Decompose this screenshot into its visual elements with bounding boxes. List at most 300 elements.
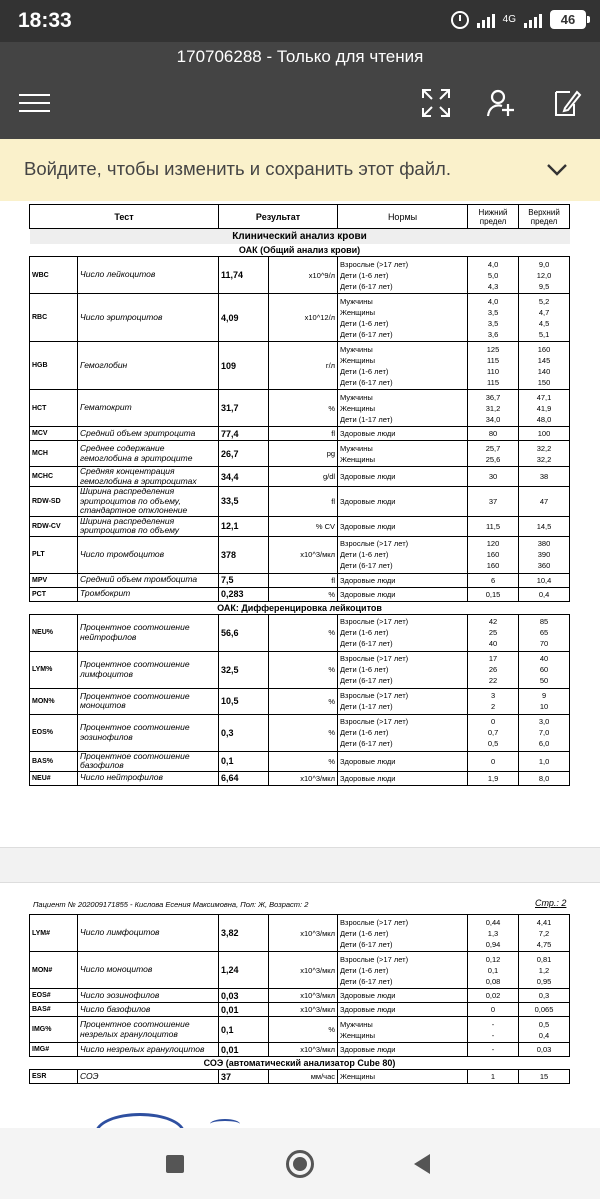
test-code: HGB	[30, 342, 78, 390]
lower-limit: 37	[488, 496, 498, 506]
norm-group: Дети (6-17 лет)	[340, 561, 393, 570]
norm-group: Дети (1-6 лет)	[340, 550, 389, 559]
upper-limit: 32,2	[536, 454, 552, 464]
upper-limit-cell	[519, 915, 570, 952]
test-code: IMG%	[30, 1017, 78, 1043]
table-row	[30, 952, 570, 989]
test-name: Гемоглобин	[78, 342, 219, 390]
lower-limit: 0,08	[485, 976, 501, 986]
test-name: Число эритроцитов	[78, 294, 219, 342]
test-name: Среднее содержание гемоглобина в эритроците	[78, 441, 219, 467]
norm-cell	[338, 536, 468, 573]
table-row	[30, 1003, 570, 1017]
upper-limit-cell	[519, 989, 570, 1003]
norm-cell	[338, 467, 468, 487]
upper-limit: 0,065	[534, 1005, 554, 1014]
table-row	[30, 688, 570, 714]
table-row	[30, 1017, 570, 1043]
test-code: NEU#	[30, 771, 78, 785]
upper-limit: 10,4	[536, 575, 552, 585]
norm-group: Дети (1-17 лет)	[340, 702, 393, 711]
table-row	[30, 516, 570, 536]
table-row	[30, 714, 570, 751]
norm-cell	[338, 1070, 468, 1084]
lower-limit: 22	[488, 676, 498, 685]
result-value: 12,1	[219, 516, 269, 536]
result-value: 77,4	[219, 427, 269, 441]
norm-cell	[338, 294, 468, 342]
upper-limit-cell	[519, 536, 570, 573]
test-name: СОЭ	[78, 1070, 219, 1084]
lower-limit: 1,9	[487, 773, 499, 783]
header-result: Результат	[219, 205, 338, 229]
test-name: Процентное соотношение лимфоцитов	[78, 651, 219, 688]
signal-icon	[477, 12, 495, 28]
app-bar	[0, 42, 600, 139]
upper-limit: 140	[537, 366, 551, 376]
norm-cell	[338, 952, 468, 989]
lower-limit: 25,7	[485, 443, 501, 453]
test-name: Процентное соотношение эозинофилов	[78, 714, 219, 751]
result-unit: %	[269, 587, 338, 601]
upper-limit: 6,0	[538, 739, 550, 748]
test-code: PCT	[30, 587, 78, 601]
table-row	[30, 771, 570, 785]
test-name: Гематокрит	[78, 390, 219, 427]
test-code: BAS%	[30, 751, 78, 771]
norm-group: Дети (6-17 лет)	[340, 281, 393, 291]
result-unit: fl	[269, 427, 338, 441]
upper-limit: 50	[539, 676, 549, 685]
diff-title: ОАК: Дифференцировка лейкоцитов	[217, 602, 382, 613]
table-row	[30, 427, 570, 441]
norm-group: Дети (6-17 лет)	[340, 939, 393, 949]
section-title: Клинический анализ крови	[30, 229, 570, 244]
result-unit: x10^3/мкл	[269, 771, 338, 785]
table-row	[30, 536, 570, 573]
result-unit: x10^9/л	[269, 257, 338, 294]
upper-limit: 0,81	[536, 954, 552, 964]
test-name: Процентное соотношение незрелых гранулоцитов	[78, 1017, 219, 1043]
test-code: LYM%	[30, 651, 78, 688]
norm-group: Дети (1-6 лет)	[340, 270, 389, 280]
upper-limit-cell	[519, 771, 570, 785]
table-row	[30, 441, 570, 467]
lower-limit-cell	[468, 614, 519, 651]
test-name: Число нейтрофилов	[78, 771, 219, 785]
lower-limit: 26	[488, 665, 498, 674]
upper-limit: 8,0	[538, 773, 550, 783]
lower-limit: 25	[488, 628, 498, 637]
test-name: Число незрелых гранулоцитов	[78, 1043, 219, 1057]
lower-limit: 1	[490, 1072, 496, 1081]
lower-limit: 115	[487, 355, 500, 365]
table-row	[30, 342, 570, 390]
test-name: Процентное соотношение моноцитов	[78, 688, 219, 714]
upper-limit-cell	[519, 1043, 570, 1057]
upper-limit-cell	[519, 342, 570, 390]
result-unit: %	[269, 688, 338, 714]
lower-limit: 0,5	[487, 739, 499, 748]
upper-limit: 100	[537, 429, 551, 438]
document-title: 170706288 - Только для чтения	[176, 47, 424, 66]
norm-group: Дети (1-6 лет)	[340, 928, 389, 938]
norm-group: Здоровые люди	[340, 589, 396, 599]
banner-message: Войдите, чтобы изменить и сохранить этот файл.	[24, 158, 451, 179]
table-row	[30, 1043, 570, 1057]
norm-group: Дети (1-6 лет)	[340, 366, 389, 376]
upper-limit-cell	[519, 390, 570, 427]
norm-group: Взрослые (>17 лет)	[340, 917, 409, 927]
upper-limit-cell	[519, 516, 570, 536]
upper-limit-cell	[519, 294, 570, 342]
result-value: 0,3	[219, 714, 269, 751]
lower-limit: 80	[488, 429, 498, 438]
result-unit: pg	[269, 441, 338, 467]
result-value: 1,24	[219, 952, 269, 989]
test-name: Ширина распределения эритроцитов по объему, стандартное отклонение	[78, 487, 219, 517]
lower-limit: 17	[488, 654, 498, 663]
norm-group: Дети (6-17 лет)	[340, 739, 393, 748]
lower-limit: 6	[490, 575, 496, 585]
upper-limit: 70	[539, 639, 549, 648]
result-value: 33,5	[219, 487, 269, 517]
upper-limit: 85	[539, 617, 549, 626]
lower-limit: 0	[490, 717, 496, 726]
norm-group: Здоровые люди	[340, 991, 396, 1000]
norm-group: Взрослые (>17 лет)	[340, 259, 409, 269]
upper-limit-cell	[519, 573, 570, 587]
upper-limit-cell	[519, 427, 570, 441]
expand-icon[interactable]	[421, 88, 451, 118]
lower-limit: 0,15	[485, 589, 501, 599]
test-name: Число тромбоцитов	[78, 536, 219, 573]
norm-group: Женщины	[340, 1072, 376, 1081]
signature-mark	[210, 1119, 240, 1128]
norm-group: Взрослые (>17 лет)	[340, 691, 409, 700]
add-person-icon[interactable]	[486, 88, 516, 118]
result-value: 6,64	[219, 771, 269, 785]
home-icon[interactable]	[286, 1150, 314, 1178]
lower-limit: 3,6	[487, 329, 499, 339]
lower-limit-cell	[468, 989, 519, 1003]
stamp-image	[95, 1113, 185, 1128]
lower-limit: 0,44	[485, 917, 501, 927]
result-unit: g/dl	[269, 467, 338, 487]
upper-limit: 4,75	[536, 939, 552, 949]
norm-group: Женщины	[340, 307, 376, 317]
result-unit: x10^3/мкл	[269, 989, 338, 1003]
table-row	[30, 751, 570, 771]
upper-limit: 1,2	[538, 965, 550, 975]
edit-icon[interactable]	[552, 88, 582, 118]
signal-icon-2	[524, 12, 542, 28]
header-norms: Нормы	[338, 205, 468, 229]
norm-group: Дети (1-6 лет)	[340, 728, 389, 737]
lower-limit-cell	[468, 1017, 519, 1043]
network-type: 4G	[502, 13, 516, 25]
norm-cell	[338, 390, 468, 427]
header-test: Тест	[30, 205, 219, 229]
lower-limit-cell	[468, 441, 519, 467]
norm-cell	[338, 573, 468, 587]
test-code: PLT	[30, 536, 78, 573]
norm-group: Здоровые люди	[340, 1045, 396, 1054]
result-unit: %	[269, 390, 338, 427]
lower-limit: 11,5	[486, 521, 501, 531]
test-code: WBC	[30, 257, 78, 294]
norm-group: Дети (1-6 лет)	[340, 318, 389, 328]
result-unit: x10^3/мкл	[269, 915, 338, 952]
lower-limit: 40	[488, 639, 498, 648]
norm-group: Взрослые (>17 лет)	[340, 954, 409, 964]
lower-limit: 36,7	[485, 392, 501, 402]
norm-group: Здоровые люди	[340, 756, 396, 766]
norm-group: Дети (1-6 лет)	[340, 628, 389, 637]
lower-limit: 1,3	[487, 928, 499, 938]
upper-limit: 0,4	[538, 589, 550, 599]
norm-group: Дети (6-17 лет)	[340, 976, 393, 986]
lower-limit: 4,3	[487, 281, 499, 291]
page-separator	[0, 847, 600, 883]
result-value: 4,09	[219, 294, 269, 342]
norm-group: Дети (6-17 лет)	[340, 639, 393, 648]
upper-limit: 12,0	[536, 270, 552, 280]
lower-limit-cell	[468, 467, 519, 487]
test-code: RDW-CV	[30, 516, 78, 536]
lower-limit: 4,0	[487, 259, 499, 269]
upper-limit: 47,1	[536, 392, 552, 402]
navigation-bar	[0, 1128, 600, 1199]
result-value: 10,5	[219, 688, 269, 714]
upper-limit-cell	[519, 952, 570, 989]
test-name: Число эозинофилов	[78, 989, 219, 1003]
lower-limit-cell	[468, 771, 519, 785]
norm-group: Здоровые люди	[340, 429, 396, 438]
test-code: MCV	[30, 427, 78, 441]
norm-group: Дети (1-6 лет)	[340, 965, 389, 975]
result-value: 34,4	[219, 467, 269, 487]
lower-limit: 0,02	[485, 991, 501, 1000]
test-code: MON#	[30, 952, 78, 989]
lower-limit-cell	[468, 587, 519, 601]
result-value: 11,74	[219, 257, 269, 294]
upper-limit: 0,3	[538, 991, 550, 1000]
lower-limit: 34,0	[485, 414, 501, 424]
upper-limit: 0,03	[536, 1045, 552, 1054]
table-row	[30, 614, 570, 651]
lower-limit: 4,0	[487, 296, 499, 306]
back-icon[interactable]	[414, 1154, 430, 1174]
lower-limit: 0,94	[485, 939, 501, 949]
lower-limit-cell	[468, 714, 519, 751]
norm-cell	[338, 257, 468, 294]
lower-limit: 0,7	[487, 728, 499, 737]
test-code: MON%	[30, 688, 78, 714]
norm-group: Женщины	[340, 355, 376, 365]
norm-group: Здоровые люди	[340, 575, 396, 585]
test-code: MCH	[30, 441, 78, 467]
lower-limit: 42	[488, 617, 498, 626]
upper-limit-cell	[519, 257, 570, 294]
result-value: 0,03	[219, 989, 269, 1003]
result-value: 0,283	[219, 587, 269, 601]
lower-limit-cell	[468, 688, 519, 714]
result-unit: %	[269, 1017, 338, 1043]
upper-limit: 360	[537, 561, 551, 570]
lower-limit: 125	[486, 344, 500, 354]
lower-limit-cell	[468, 294, 519, 342]
upper-limit: 60	[539, 665, 549, 674]
alarm-icon	[451, 11, 469, 29]
test-code: LYM#	[30, 915, 78, 952]
lower-limit: 160	[486, 561, 500, 570]
upper-limit: 7,2	[538, 928, 550, 938]
test-name: Число лейкоцитов	[78, 257, 219, 294]
upper-limit: 32,2	[536, 443, 552, 453]
norm-cell	[338, 614, 468, 651]
lower-limit-cell	[468, 573, 519, 587]
test-name: Ширина распределения эритроцитов по объему	[78, 516, 219, 536]
lower-limit: 30	[488, 472, 498, 481]
table-row	[30, 487, 570, 517]
norm-cell	[338, 1043, 468, 1057]
upper-limit: 0,95	[536, 976, 552, 986]
upper-limit: 380	[537, 539, 551, 548]
recent-apps-icon[interactable]	[166, 1155, 184, 1173]
lower-limit: 31,2	[485, 403, 501, 413]
result-value: 109	[219, 342, 269, 390]
upper-limit: 160	[537, 344, 551, 354]
test-code: EOS#	[30, 989, 78, 1003]
lower-limit-cell	[468, 427, 519, 441]
result-unit: %	[269, 714, 338, 751]
upper-limit-cell	[519, 751, 570, 771]
lower-limit-cell	[468, 342, 519, 390]
menu-icon[interactable]	[19, 94, 50, 112]
norm-group: Здоровые люди	[340, 521, 396, 531]
lower-limit-cell	[468, 257, 519, 294]
result-value: 0,01	[219, 1043, 269, 1057]
upper-limit: 150	[537, 377, 551, 387]
norm-group: Здоровые люди	[340, 773, 396, 783]
norm-group: Женщины	[340, 1030, 376, 1040]
lower-limit: 5,0	[487, 270, 499, 280]
test-name: Тромбокрит	[78, 587, 219, 601]
norm-group: Здоровые люди	[340, 472, 396, 481]
upper-limit: 9	[541, 691, 547, 700]
result-unit: %	[269, 614, 338, 651]
result-unit: г/л	[269, 342, 338, 390]
norm-group: Взрослые (>17 лет)	[340, 717, 409, 726]
norm-group: Женщины	[340, 403, 376, 413]
norm-cell	[338, 751, 468, 771]
result-value: 56,6	[219, 614, 269, 651]
result-value: 31,7	[219, 390, 269, 427]
norm-cell	[338, 714, 468, 751]
lower-limit: 160	[486, 550, 500, 559]
lower-limit-cell	[468, 952, 519, 989]
upper-limit-cell	[519, 441, 570, 467]
norm-group: Здоровые люди	[340, 496, 396, 506]
upper-limit-cell	[519, 587, 570, 601]
test-code: RDW-SD	[30, 487, 78, 517]
table-row	[30, 467, 570, 487]
norm-group: Взрослые (>17 лет)	[340, 539, 409, 548]
lower-limit-cell	[468, 390, 519, 427]
lower-limit: -	[491, 1045, 495, 1054]
upper-limit-cell	[519, 487, 570, 517]
upper-limit: 0,4	[538, 1030, 550, 1040]
oak-title: ОАК (Общий анализ крови)	[238, 244, 361, 255]
result-unit: x10^3/мкл	[269, 1043, 338, 1057]
lower-limit: -	[491, 1030, 495, 1040]
clock: 18:33	[18, 9, 72, 32]
upper-limit: 47	[539, 496, 549, 506]
test-code: ESR	[30, 1070, 78, 1084]
test-name: Средняя концентрация гемоглобина в эритроцитах	[78, 467, 219, 487]
sign-in-banner[interactable]	[0, 139, 600, 201]
result-value: 3,82	[219, 915, 269, 952]
table-row	[30, 573, 570, 587]
lower-limit: 115	[487, 377, 500, 387]
lower-limit-cell	[468, 915, 519, 952]
lower-limit: 0	[490, 756, 496, 766]
norm-group: Дети (6-17 лет)	[340, 329, 393, 339]
lower-limit: 0	[490, 1005, 496, 1014]
norm-group: Взрослые (>17 лет)	[340, 617, 409, 626]
upper-limit: 38	[539, 472, 549, 481]
table-row	[30, 587, 570, 601]
upper-limit-cell	[519, 1003, 570, 1017]
norm-cell	[338, 516, 468, 536]
table-row	[30, 1070, 570, 1084]
lower-limit: 3	[490, 691, 496, 700]
table-row	[30, 294, 570, 342]
table-row	[30, 915, 570, 952]
test-code: MPV	[30, 573, 78, 587]
norm-cell	[338, 688, 468, 714]
test-code: RBC	[30, 294, 78, 342]
result-value: 378	[219, 536, 269, 573]
norm-group: Мужчины	[340, 443, 373, 453]
lower-limit-cell	[468, 487, 519, 517]
upper-limit: 0,5	[538, 1019, 550, 1029]
test-name: Средний объем тромбоцита	[78, 573, 219, 587]
document-view[interactable]	[0, 201, 600, 1128]
test-code: BAS#	[30, 1003, 78, 1017]
test-code: MCHC	[30, 467, 78, 487]
page-number: Стр.: 2	[535, 898, 567, 908]
result-value: 32,5	[219, 651, 269, 688]
norm-group: Дети (6-17 лет)	[340, 676, 393, 685]
result-value: 26,7	[219, 441, 269, 467]
upper-limit: 5,2	[538, 296, 550, 306]
table-row	[30, 989, 570, 1003]
test-code: HCT	[30, 390, 78, 427]
status-bar	[0, 0, 600, 42]
norm-cell	[338, 1003, 468, 1017]
chevron-down-icon[interactable]	[546, 161, 568, 179]
lower-limit-cell	[468, 751, 519, 771]
lower-limit: 110	[487, 366, 500, 376]
norm-group: Мужчины	[340, 1019, 373, 1029]
lower-limit: 0,12	[485, 954, 501, 964]
norm-cell	[338, 771, 468, 785]
result-value: 0,01	[219, 1003, 269, 1017]
upper-limit-cell	[519, 1070, 570, 1084]
norm-cell	[338, 587, 468, 601]
